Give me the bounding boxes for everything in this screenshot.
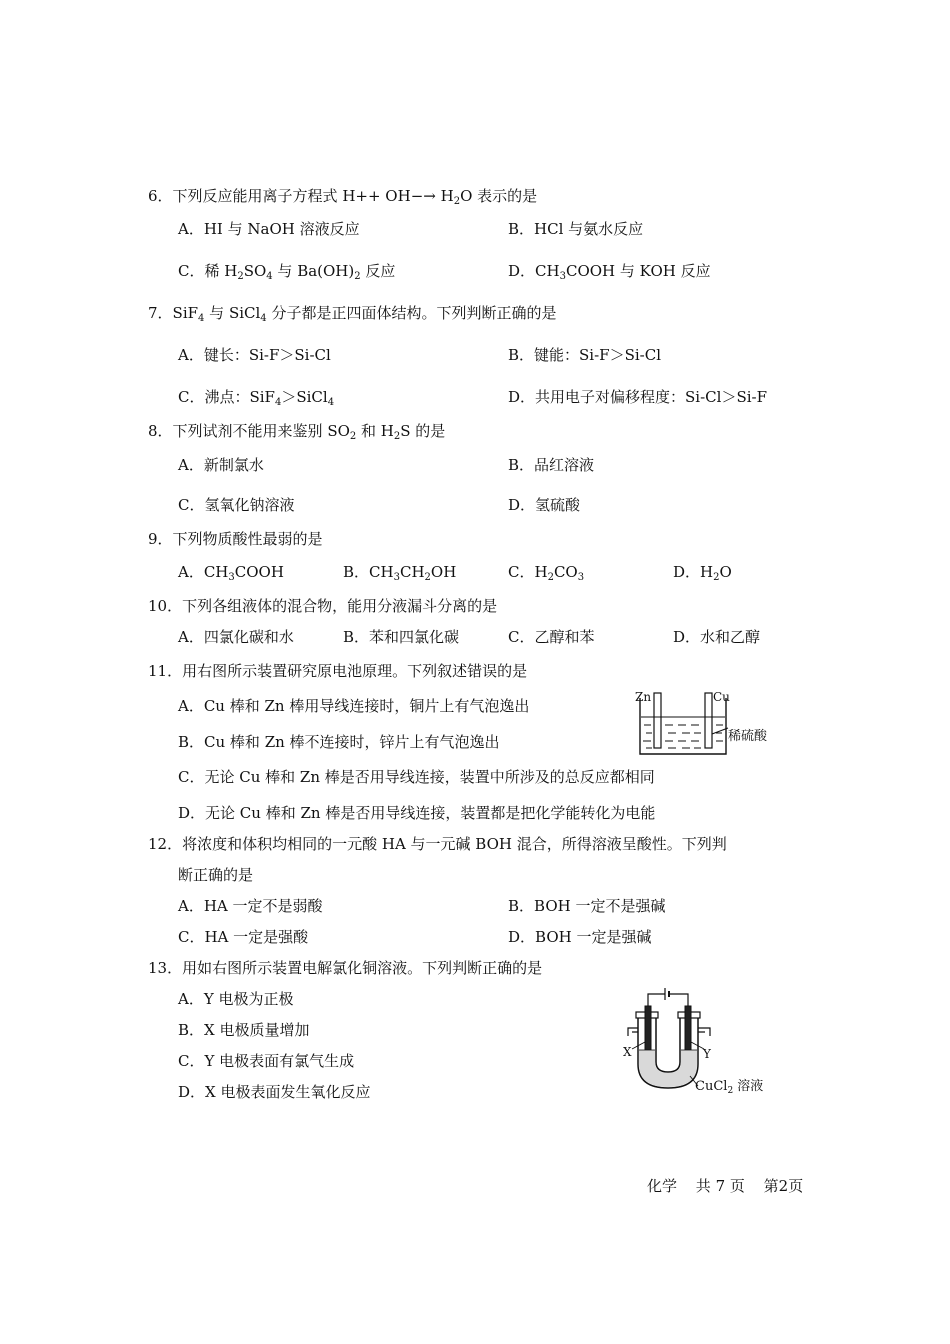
electrolysis-figure [618,976,778,1100]
q12-option-b: B．BOH 一定不是强碱 [508,897,666,915]
solution-label: CuCl$_2$ 溶液 [695,1079,764,1096]
q6-stem: 6．下列反应能用离子方程式 $H++ OH-\to H_2O$ 表示的是 [148,187,538,207]
x-label: X [623,1045,632,1059]
q10-option-a: A．四氯化碳和水 [178,628,294,646]
q10-option-c: C．乙醇和苯 [508,628,595,646]
q7-option-b: B．键能：Si-F＞Si-Cl [508,346,661,364]
q8-option-d: D．氢硫酸 [508,496,581,514]
q11-option-b: B．Cu 棒和 Zn 棒不连接时，锌片上有气泡逸出 [178,733,500,751]
acid-label: 稀硫酸 [728,729,768,744]
q10-option-d: D．水和乙醇 [673,628,761,646]
q6-option-d: D．$CH_3COOH$ 与 KOH 反应 [508,262,711,282]
q11-stem: 11．用右图所示装置研究原电池原理。下列叙述错误的是 [148,662,528,680]
q9-option-c: C．$H_2CO_3$ [508,563,585,583]
q7-option-c: C．沸点：SiF$_4$＞SiCl$_4$ [178,388,335,408]
q8-option-a: A．新制氯水 [178,456,264,474]
footer-total-pages: 共 7 页 [695,1177,745,1195]
q9-option-d: D．$H_2O$ [673,563,732,583]
galvanic-cell-figure [632,686,782,758]
q8-option-c: C．氢氧化钠溶液 [178,496,295,514]
q12-stem-line2: 断正确的是 [178,866,254,884]
q9-option-a: A．$CH_3COOH$ [178,563,284,583]
q6-option-a: A．HI 与 NaOH 溶液反应 [178,220,360,238]
solution [639,1050,697,1087]
footer-subject: 化学 [647,1177,678,1195]
q13-option-c: C．Y 电极表面有氯气生成 [178,1052,355,1070]
zn-label: Zn [635,690,652,704]
q11-option-d: D．无论 Cu 棒和 Zn 棒是否用导线连接，装置都是把化学能转化为电能 [178,804,656,822]
left-side-tube [628,1028,638,1036]
beaker [640,698,726,754]
q13-stem: 13．用如右图所示装置电解氯化铜溶液。下列判断正确的是 [148,959,543,977]
q13-option-d: D．X 电极表面发生氧化反应 [178,1083,371,1101]
q9-stem: 9．下列物质酸性最弱的是 [148,530,323,548]
footer-page-number: 第2页 [763,1177,804,1195]
q6-option-b: B．HCl 与氨水反应 [508,220,644,238]
page-footer [647,1175,817,1196]
q12-option-d: D．BOH 一定是强碱 [508,928,652,946]
q12-option-c: C．HA 一定是强酸 [178,928,309,946]
q6-option-c: C．稀 $H_2SO_4$ 与 $Ba(OH)_2$ 反应 [178,262,396,282]
q13-option-a: A．Y 电极为正极 [178,990,294,1008]
q7-stem: 7．SiF$_4$ 与 SiCl$_4$ 分子都是正四面体结构。下列判断正确的是 [148,304,557,324]
q9-option-b: B．$CH_3CH_2OH$ [343,563,457,583]
q12-option-a: A．HA 一定不是弱酸 [178,897,323,915]
battery-icon [665,988,669,1000]
q10-stem: 10．下列各组液体的混合物，能用分液漏斗分离的是 [148,597,498,615]
cu-electrode [705,693,712,748]
y-label: Y [703,1047,711,1061]
q7-option-a: A．键长：Si-F＞Si-Cl [178,346,331,364]
q11-option-a: A．Cu 棒和 Zn 棒用导线连接时，铜片上有气泡逸出 [178,697,530,715]
q11-option-c: C．无论 Cu 棒和 Zn 棒是否用导线连接，装置中所涉及的总反应都相同 [178,768,655,786]
cu-label: Cu [713,690,730,704]
right-side-tube [698,1028,710,1036]
q7-option-d: D．共用电子对偏移程度：Si-Cl＞Si-F [508,388,767,406]
q10-option-b: B．苯和四氯化碳 [343,628,460,646]
q8-option-b: B．品红溶液 [508,456,595,474]
q12-stem-line1: 12．将浓度和体积均相同的一元酸 HA 与一元碱 BOH 混合，所得溶液呈酸性。下列判 [148,835,727,853]
zn-electrode [654,693,661,748]
q13-option-b: B．X 电极质量增加 [178,1021,310,1039]
q8-stem: 8．下列试剂不能用来鉴别 $SO_2$ 和 $H_2S$ 的是 [148,422,446,442]
